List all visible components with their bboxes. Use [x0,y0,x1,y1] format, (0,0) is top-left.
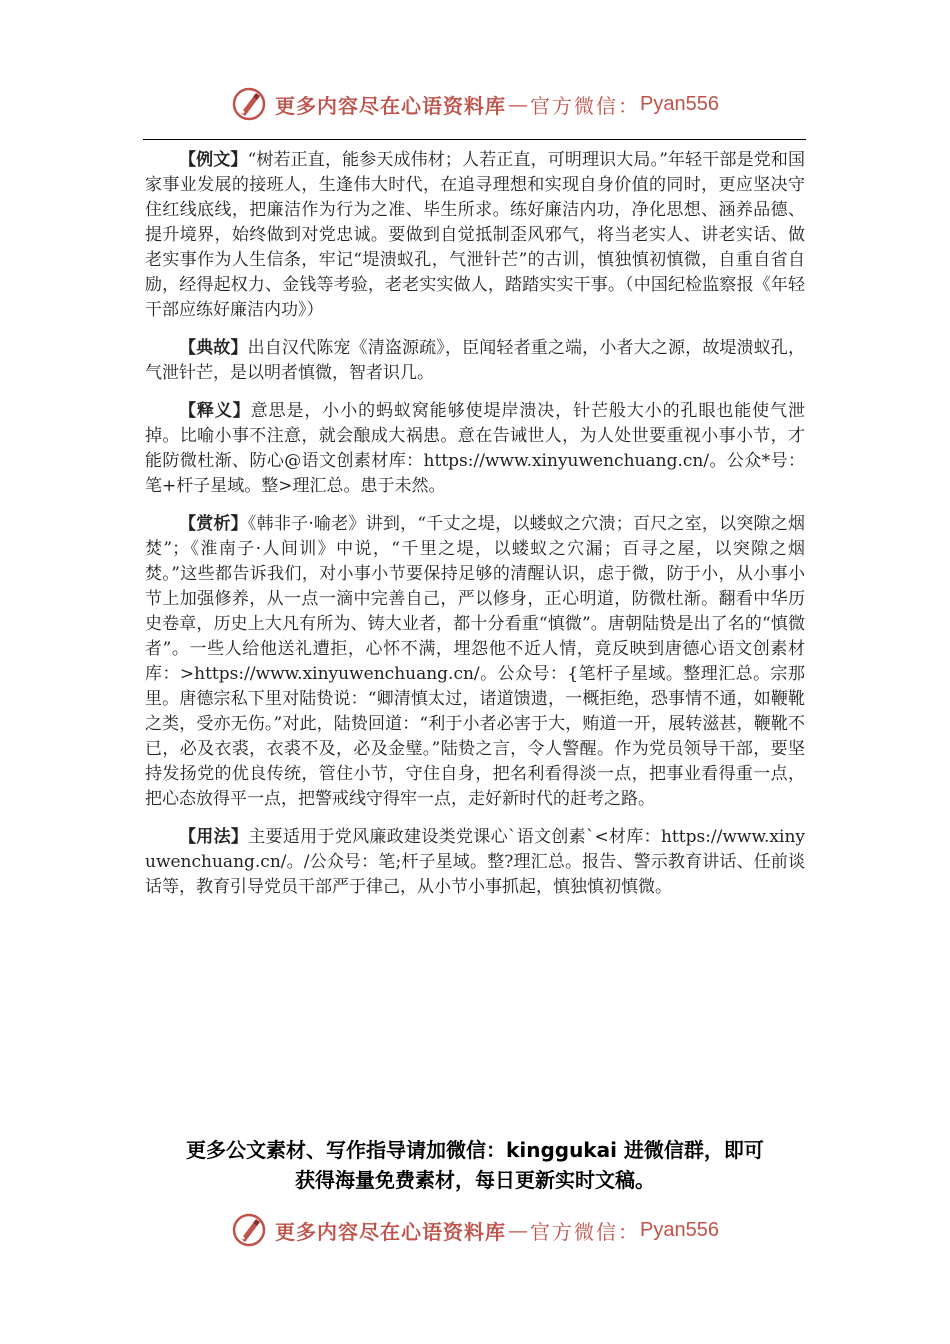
section-text: 《韩非子·喻老》讲到，“千丈之堤，以蝼蚁之穴溃；百尺之室，以突隙之烟焚”；《淮南子·人间训》中说，“千里之堤，以蝼蚁之穴漏；百寻之屋，以突隙之烟焚。”这些都告诉我们，对小事小节要保持足够的清醒认识，虑于微，防于小，从小事小节上加强修养，从一点一滴中完善自己，严以修身，正心明道，防微杜渐。翻看中华历史卷章，历史上大凡有所为、铸大业者，都十分看重“慎微”。唐朝陆贽是出了名的“慎微者”。一些人给他送礼遭拒，心怀不满，埋怨他不近人情，竟反映到唐德心语文创素材库：>https://www.xinyuwenchuang.cn/。公众号：{笔杆子星域。整理汇总。宗那里。唐德宗私下里对陆贽说：“卿清慎太过，诸道馈遗，一概拒绝，恐事情不通，如鞭靴之类，受亦无伤。”对此，陆贽回道：“利于小者必害于大，贿道一开，展转滋甚，鞭靴不已，必及衣裘，衣裘不及，必及金璧。”陆贽之言，令人警醒。作为党员领导干部，要坚持发扬党的优良传统，管住小节，守住自身，把名利看得淡一点，把事业看得重一点，把心态放得平一点，把警戒线守得牢一点，走好新时代的赶考之路。 [145,514,806,809]
section-tag: 【用法】 [179,827,249,847]
header-banner [0,84,950,124]
site-name: 更多内容尽在心语资料库 [275,93,507,118]
promo-note [0,1135,950,1195]
section-appreciation [145,512,805,812]
section-text: 出自汉代陈宠《清盗源疏》，臣闻轻者重之端，小者大之源，故堤溃蚁孔，气泄针芒，是以明者慎微，智者识几。 [145,338,806,383]
banner-separator: — [508,1218,529,1242]
site-name: 更多内容尽在心语资料库 [275,1219,507,1244]
promo-line-2: 获得海量免费素材，每日更新实时文稿。 [295,1168,655,1192]
banner-separator: — [508,92,529,116]
section-tag: 【例文】 [179,150,248,170]
section-tag: 【典故】 [179,338,248,358]
wechat-label: 官方微信： [530,93,641,118]
section-tag: 【释义】 [179,401,251,421]
section-text: 意思是，小小的蚂蚁窝能够使堤岸溃决，针芒般大小的孔眼也能使气泄掉。比喻小事不注意，就会酿成大祸患。意在告诫世人，为人处世要重视小事小节，才能防微杜渐、防心@语文创素材库：https://www.xinyuwenchuang.cn/。公众*号：笔+杆子星域。整>理汇总。患于未然。 [145,401,806,496]
promo-line-1: 更多公文素材、写作指导请加微信：kinggukai 进微信群，即可 [186,1138,764,1162]
wechat-label: 官方微信： [530,1219,641,1244]
wechat-id: Pyan556 [640,92,719,115]
article-body [145,148,805,913]
section-tag: 【赏析】 [179,514,248,534]
footer-banner [0,1210,950,1250]
section-allusion [145,336,805,386]
pen-nib-icon [231,86,267,122]
section-usage [145,825,805,900]
pen-nib-icon [231,1212,267,1248]
section-text: “树若正直，能参天成伟材；人若正直，可明理识大局。”年轻干部是党和国家事业发展的接班人，生逢伟大时代，在追寻理想和实现自身价值的同时，更应坚决守住红线底线，把廉洁作为行为之准、毕生所求。练好廉洁内功，净化思想、涵养品德、提升境界，始终做到对党忠诚。要做到自觉抵制歪风邪气，将当老实人、讲老实话、做老实事作为人生信条，牢记“堤溃蚁孔，气泄针芒”的古训，慎独慎初慎微，自重自省自励，经得起权力、金钱等考验，老老实实做人，踏踏实实干事。（中国纪检监察报《年轻干部应练好廉洁内功》） [145,150,805,320]
header-divider [143,139,806,140]
section-meaning [145,399,805,499]
wechat-id: Pyan556 [640,1218,719,1241]
section-example [145,148,805,323]
section-text: 主要适用于党风廉政建设类党课心`语文创素`<材库：https://www.xinyuwenchuang.cn/。/公众号：笔;杆子星域。整?理汇总。报告、警示教育讲话、任前谈话等，教育引导党员干部严于律己，从小节小事抓起，慎独慎初慎微。 [145,827,805,897]
